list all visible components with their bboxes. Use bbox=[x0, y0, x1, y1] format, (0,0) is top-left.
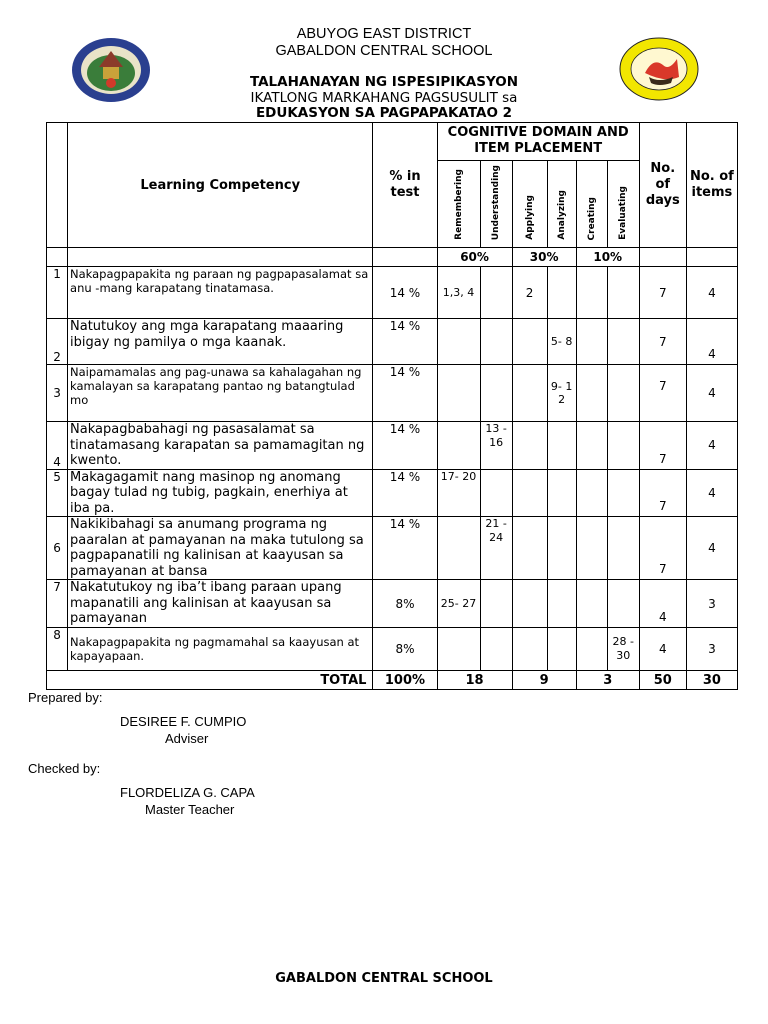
table-row: 4 Nakapagbabahagi ng pasasalamat sa tinatamasang karapatan sa pamamagitan ng kwento. 14 % 13 - 16 7 4 bbox=[47, 422, 738, 470]
percent-header: % in test bbox=[373, 123, 437, 248]
competency-cell: Nakapagpapakita ng pagmamahal sa kaayusan at kapayapaan. bbox=[68, 628, 373, 671]
competency-cell: Nakapagbabahagi ng pasasalamat sa tinatamasang karapatan sa pamamagitan ng kwento. bbox=[68, 422, 373, 470]
weight-apply-analyze: 30% bbox=[512, 248, 576, 267]
weights-row bbox=[47, 248, 738, 267]
prepared-by-name: DESIREE F. CUMPIO bbox=[120, 714, 247, 729]
domain-applying: Applying bbox=[512, 161, 547, 248]
school-seal-icon bbox=[619, 37, 699, 101]
total-percent: 100% bbox=[373, 671, 437, 690]
domain-evaluating: Evaluating bbox=[607, 161, 639, 248]
domain-analyzing: Analyzing bbox=[547, 161, 576, 248]
competency-cell: Nakatutukoy ng iba’t ibang paraan upang mapanatili ang kalinisan at kaayusan sa pamayanan bbox=[68, 580, 373, 628]
weight-remember-understand: 60% bbox=[437, 248, 512, 267]
domain-understanding: Understanding bbox=[480, 161, 512, 248]
total-items: 30 bbox=[686, 671, 737, 690]
checked-by-label: Checked by: bbox=[28, 761, 101, 776]
checked-by-name: FLORDELIZA G. CAPA bbox=[120, 785, 255, 800]
table-row: 2 Natutukoy ang mga karapatang maaaring ibigay ng pamilya o mga kaanak. 14 % 5- 8 7 4 bbox=[47, 319, 738, 365]
weight-create-evaluate: 10% bbox=[576, 248, 639, 267]
footer-school-name: GABALDON CENTRAL SCHOOL bbox=[275, 971, 493, 986]
domain-creating: Creating bbox=[576, 161, 607, 248]
cognitive-domain-header: COGNITIVE DOMAIN AND ITEM PLACEMENT bbox=[437, 123, 639, 161]
total-days: 50 bbox=[639, 671, 686, 690]
school-name: GABALDON CENTRAL SCHOOL bbox=[275, 43, 493, 59]
competency-cell: Natutukoy ang mga karapatang maaaring ibigay ng pamilya o mga kaanak. bbox=[68, 319, 373, 365]
total-third: 3 bbox=[576, 671, 639, 690]
district-name: ABUYOG EAST DISTRICT bbox=[296, 26, 472, 42]
days-header: No. of days bbox=[639, 123, 686, 248]
competency-cell: Nakikibahagi sa anumang programa ng paaralan at pamayanan na maka tutulong sa pagpapanatili ng kalinisan at kaayusan sa pamayanan at bansa bbox=[68, 517, 373, 580]
competency-cell: Makagagamit nang masinop ng anomang bagay tulad ng tubig, pagkain, enerhiya at iba pa. bbox=[68, 469, 373, 517]
items-header: No. of items bbox=[686, 123, 737, 248]
table-row: 5 Makagagamit nang masinop ng anomang bagay tulad ng tubig, pagkain, enerhiya at iba pa. 14 % 17- 20 7 4 bbox=[47, 469, 738, 517]
table-row: 8 Nakapagpapakita ng pagmamahal sa kaayusan at kapayapaan. 8% 28 - 30 4 3 bbox=[47, 628, 738, 671]
district-seal-icon bbox=[71, 37, 151, 103]
competency-cell: Naipamamalas ang pag-unawa sa kahalagahan ng kamalayan sa karapatang pantao ng batangtulad mo bbox=[68, 365, 373, 422]
total-first: 18 bbox=[437, 671, 512, 690]
number-header-cell bbox=[47, 123, 68, 248]
subject-title: EDUKASYON SA PAGPAPAKATAO 2 bbox=[255, 105, 513, 121]
exam-title: IKATLONG MARKAHANG PAGSUSULIT sa bbox=[250, 90, 518, 106]
domain-remembering: Remembering bbox=[437, 161, 480, 248]
document-title: TALAHANAYAN NG ISPESIPIKASYON bbox=[249, 74, 519, 90]
prepared-by-role: Adviser bbox=[165, 731, 209, 746]
table-row: 3 Naipamamalas ang pag-unawa sa kahalagahan ng kamalayan sa karapatang pantao ng batangtulad mo 14 % 9- 1 2 7 4 bbox=[47, 365, 738, 422]
table-row: 1 Nakapagpapakita ng paraan ng pagpapasalamat sa anu -mang karapatang tinatamasa. 14 % 1,3, 4 2 7 4 bbox=[47, 267, 738, 319]
table-row: 7 Nakatutukoy ng iba’t ibang paraan upang mapanatili ang kalinisan at kaayusan sa pamayanan 8% 25- 27 4 3 bbox=[47, 580, 738, 628]
total-label: TOTAL bbox=[47, 671, 373, 690]
prepared-by-label: Prepared by: bbox=[28, 690, 103, 705]
specification-table bbox=[46, 122, 738, 690]
table-row: 6 Nakikibahagi sa anumang programa ng paaralan at pamayanan na maka tutulong sa pagpapanatili ng kalinisan at kaayusan sa pamayanan at bansa 14 % 21 - 24 7 4 bbox=[47, 517, 738, 580]
competency-cell: Nakapagpapakita ng paraan ng pagpapasalamat sa anu -mang karapatang tinatamasa. bbox=[68, 267, 373, 319]
checked-by-role: Master Teacher bbox=[145, 802, 235, 817]
total-row bbox=[47, 671, 738, 690]
competency-header: Learning Competency bbox=[68, 123, 373, 248]
total-second: 9 bbox=[512, 671, 576, 690]
